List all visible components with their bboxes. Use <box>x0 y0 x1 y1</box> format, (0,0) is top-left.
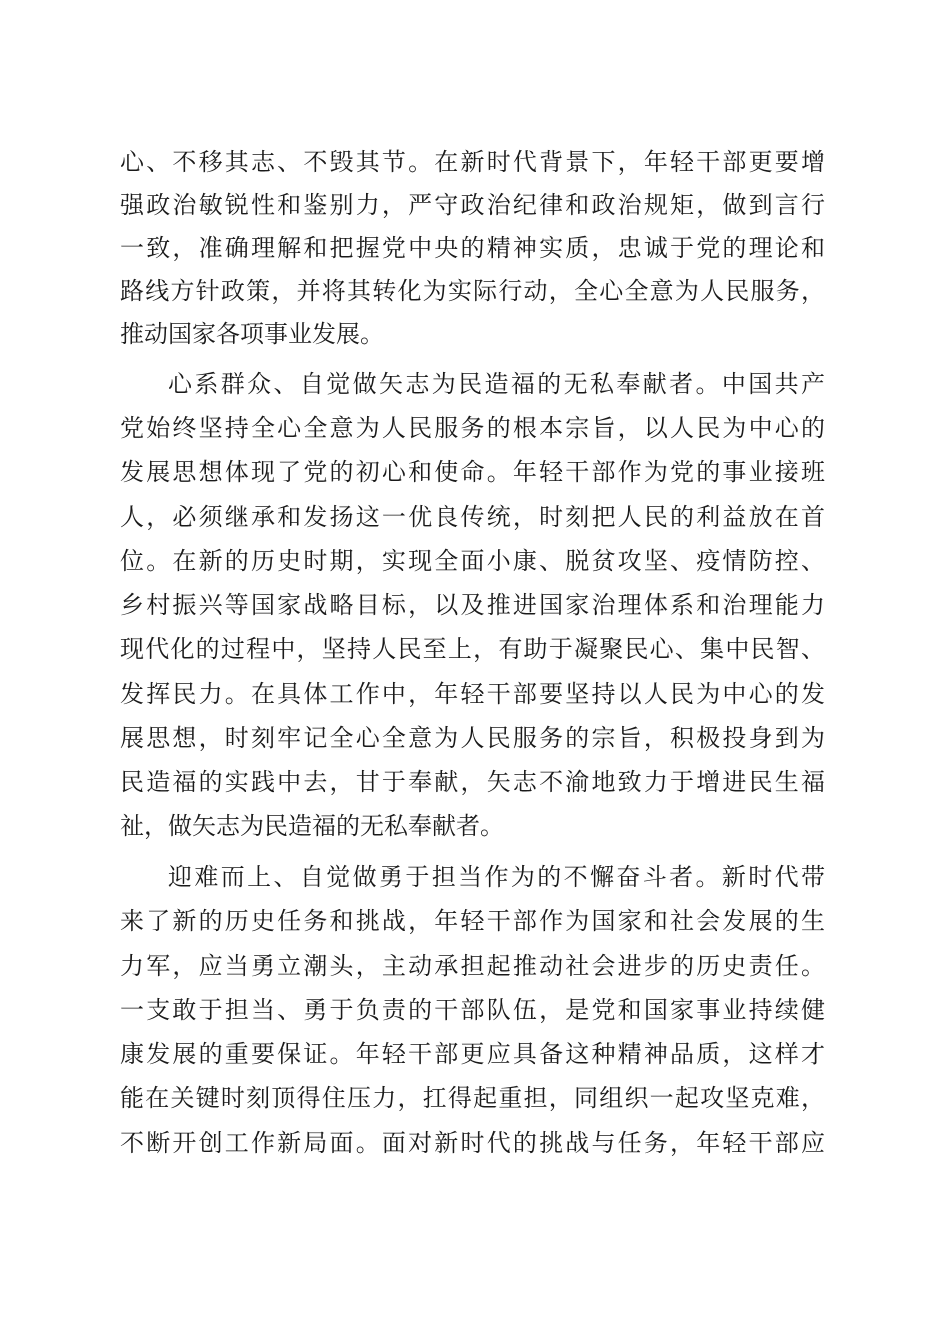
text-line-7: 党始终坚持全心全意为人民服务的根本宗旨，以人民为中心的 <box>120 414 825 442</box>
text-line-1: 心、不移其志、不毁其节。在新时代背景下，年轻干部更要增 <box>120 148 825 176</box>
text-line-13: 发挥民力。在具体工作中，年轻干部要坚持以人民为中心的发 <box>120 680 825 708</box>
text-line-11: 乡村振兴等国家战略目标，以及推进国家治理体系和治理能力 <box>120 591 825 619</box>
text-line-22: 能在关键时刻顶得住压力，扛得起重担，同组织一起攻坚克难， <box>120 1084 825 1112</box>
text-line-21: 康发展的重要保证。年轻干部更应具备这种精神品质，这样才 <box>120 1040 825 1068</box>
paragraph-2-heading-line: 心系群众、自觉做矢志为民造福的无私奉献者。中国共产 <box>168 370 825 398</box>
text-line-10: 位。在新的历史时期，实现全面小康、脱贫攻坚、疫情防控、 <box>120 547 825 575</box>
text-line-19: 力军，应当勇立潮头，主动承担起推动社会进步的历史责任。 <box>120 952 825 980</box>
text-line-3: 一致，准确理解和把握党中央的精神实质，忠诚于党的理论和 <box>120 234 825 262</box>
text-line-15: 民造福的实践中去，甘于奉献，矢志不渝地致力于增进民生福 <box>120 768 825 796</box>
text-line-2: 强政治敏锐性和鉴别力，严守政治纪律和政治规矩，做到言行 <box>120 191 825 219</box>
text-line-14: 展思想，时刻牢记全心全意为人民服务的宗旨，积极投身到为 <box>120 724 825 752</box>
text-line-9: 人，必须继承和发扬这一优良传统，时刻把人民的利益放在首 <box>120 503 825 531</box>
text-line-16: 祉，做矢志为民造福的无私奉献者。 <box>120 812 504 840</box>
paragraph-3-heading-line: 迎难而上、自觉做勇于担当作为的不懈奋斗者。新时代带 <box>168 863 825 891</box>
text-line-18: 来了新的历史任务和挑战，年轻干部作为国家和社会发展的生 <box>120 907 825 935</box>
text-line-23: 不断开创工作新局面。面对新时代的挑战与任务，年轻干部应 <box>120 1129 825 1157</box>
text-line-8: 发展思想体现了党的初心和使命。年轻干部作为党的事业接班 <box>120 458 825 486</box>
text-line-12: 现代化的过程中，坚持人民至上，有助于凝聚民心、集中民智、 <box>120 635 825 663</box>
text-line-4: 路线方针政策，并将其转化为实际行动，全心全意为人民服务， <box>120 277 825 305</box>
text-line-20: 一支敢于担当、勇于负责的干部队伍，是党和国家事业持续健 <box>120 996 825 1024</box>
text-line-5: 推动国家各项事业发展。 <box>120 320 384 348</box>
